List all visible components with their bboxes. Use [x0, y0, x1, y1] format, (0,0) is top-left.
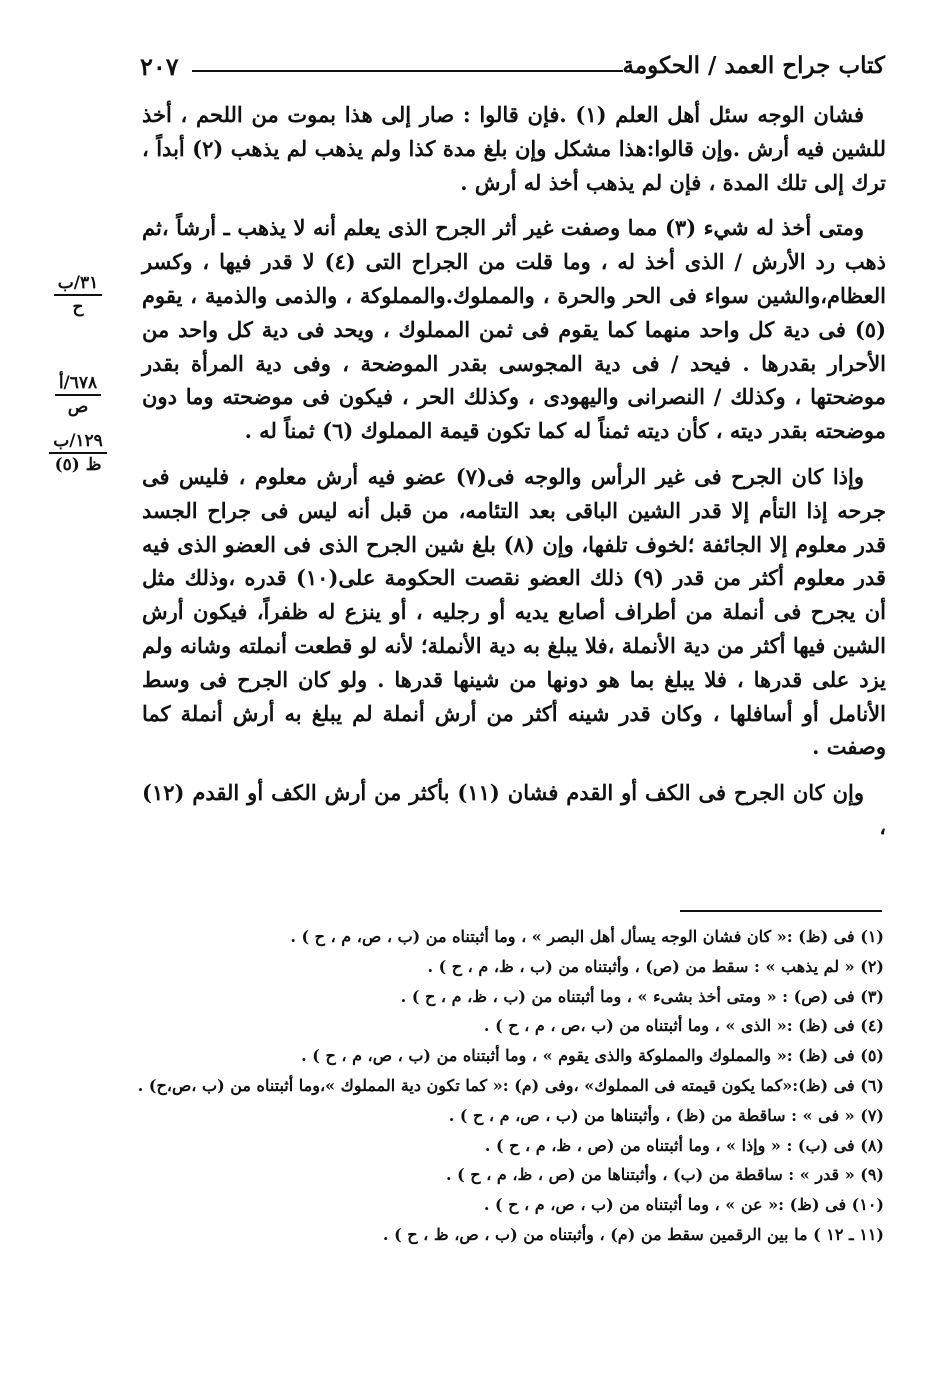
footnote: (٥) فى (ظ) :« والمملوك والمملوكة والذى يقوم » ، وما أثبتناه من (ب ، ص، م ، ح ) .: [301, 1046, 884, 1066]
margin-note: [38, 372, 118, 418]
margin-note-top: ٣١/ب: [54, 272, 102, 296]
footnote: (٢) « لم يذهب » : سقط من (ص) ، وأثبتناه من (ب ، ظ، م ، ح ) .: [427, 956, 884, 976]
footnotes: [137, 922, 884, 1250]
footnote: (١١ ـ ١٢ ) ما بين الرقمين سقط من (م) ، وأثبتناه من (ب ، ص، ظ ، ح ) .: [382, 1224, 884, 1244]
margin-note-bottom: ص: [67, 397, 89, 417]
margin-note: [38, 430, 118, 476]
footnote: (٧) « فى » : ساقطة من (ظ) ، وأثبتناها من (ب ، ص، م ، ح ) .: [448, 1105, 884, 1125]
footnote: (١) فى (ظ) :« كان فشان الوجه يسأل أهل البصر » ، وما أثبتناه من (ب ، ص، م ، ح ) .: [290, 927, 884, 946]
paragraph: فشان الوجه سئل أهل العلم (١) .فإن قالوا : صار إلى هذا بموت من اللحم ، أخذ للشين فيه أرش .وإن قالوا:هذا مشكل وإن بلغ مدة كذا ولم يذهب لم يذهب (٢) أبداً ، ترك إلى تلك المدة ، فإن لم يذهب أخذ له أرش .: [142, 102, 886, 195]
paragraph: وإن كان الجرح فى الكف أو القدم فشان (١١) بأكثر من أرش الكف أو القدم (١٢) ،: [142, 780, 886, 839]
margin-note: [38, 272, 118, 318]
footnote: (٤) فى (ظ) :« الذى » ، وما أثبتناه من (ب ،ص ، م ، ح ) .: [483, 1016, 884, 1036]
footnote: (١٠) فى (ظ) :« عن » ، وما أثبتناه من (ب ، ص، م ، ح ) .: [483, 1195, 884, 1215]
margin-note-bottom: ح: [72, 297, 84, 317]
paragraph: ومتى أخذ له شيء (٣) مما وصفت غير أثر الجرح الذى يعلم أنه لا يذهب ـ أرشاً ،ثم ذهب رد الأرش / الذى أخذ له ، وما قلت من الجراح التى (٤) لا قدر فيها ، وكسر العظام،والشين سواء فى الحر والحرة ، والمملوك.والمملوكة ، والذمى والذمية ، يقوم (٥) فى دية كل واحد منهما كما يقوم فى ثمن المملوك ، ويحد فى دية كل واحد من الأحرار بقدرها . فيحد / فى دية المجوسى بقدر الموضحة ، وفى دية المرأة بقدر موضحتها ، وكذلك / النصرانى واليهودى ، وكذلك الحر ، فيكون فى موضحته وما دون موضحته بقدر ديته ، كأن ديته ثمناً له كما تكون قيمة المملوك (٦) ثمناً له .: [142, 215, 886, 444]
header-rule: [192, 70, 623, 72]
margin-note-top: ١٢٩/ب: [49, 430, 107, 454]
margin-note-bottom: ظ (٥): [54, 455, 102, 475]
footnote: (٣) فى (ص) : « ومتى أخذ بشىء » ، وما أثبتناه من (ب ، ظ، م ، ح ) .: [400, 986, 884, 1006]
footnote: (٩) « قدر » : ساقطة من (ب) ، وأثبتناها من (ص ، ظ، م ، ح ) .: [445, 1165, 884, 1185]
main-text: [142, 98, 886, 856]
paragraph: وإذا كان الجرح فى غير الرأس والوجه فى(٧) عضو فيه أرش معلوم ، فليس فى جرحه إذا التأم إلا قدر الشين الباقى بعد التئامه، من قبل أنه ليس فى جراح الجسد قدر معلوم إلا الجائفة ؛لخوف تلفها، وإن (٨) بلغ شين الجرح الذى فى العضو الذى فيه قدر معلوم أكثر من قدر (٩) ذلك العضو نقصت الحكومة على(١٠) قدره ،وذلك مثل أن يجرح فى أنملة من أطراف أصابع يديه أو رجليه ، أو ينزع له ظفراً، فيكون أرش الشين فيها أكثر من دية الأنملة ،فلا يبلغ به دية الأنملة؛ لأنه لو قطعت أنملته وشانه ولم يزد على قدرها ، فلا يبلغ بما هو دونها من شينها قدرها . ولو كان الجرح فى وسط الأنامل أو أسافلها ، وكان قدر شينه أكثر من أرش أنملة لم يبلغ به أرش أنملة كما وصفت .: [142, 463, 886, 760]
footnote: (٨) فى (ب) : « وإذا » ، وما أثبتناه من (ص ، ظ، م ، ح ) .: [484, 1135, 884, 1155]
footnote: (٦) فى (ظ):«كما يكون قيمته فى المملوك» ،وفى (م) :« كما تكون دية المملوك »،وما أثبتناه من (ب ،ص،ح) .: [137, 1075, 884, 1095]
margin-note-top: ٦٧٨/أ: [55, 372, 101, 396]
footnote-separator: [680, 910, 882, 912]
page-number: ٢٠٧: [140, 52, 179, 81]
running-header: [140, 52, 885, 88]
running-title: كتاب جراح العمد / الحكومة: [622, 52, 885, 79]
